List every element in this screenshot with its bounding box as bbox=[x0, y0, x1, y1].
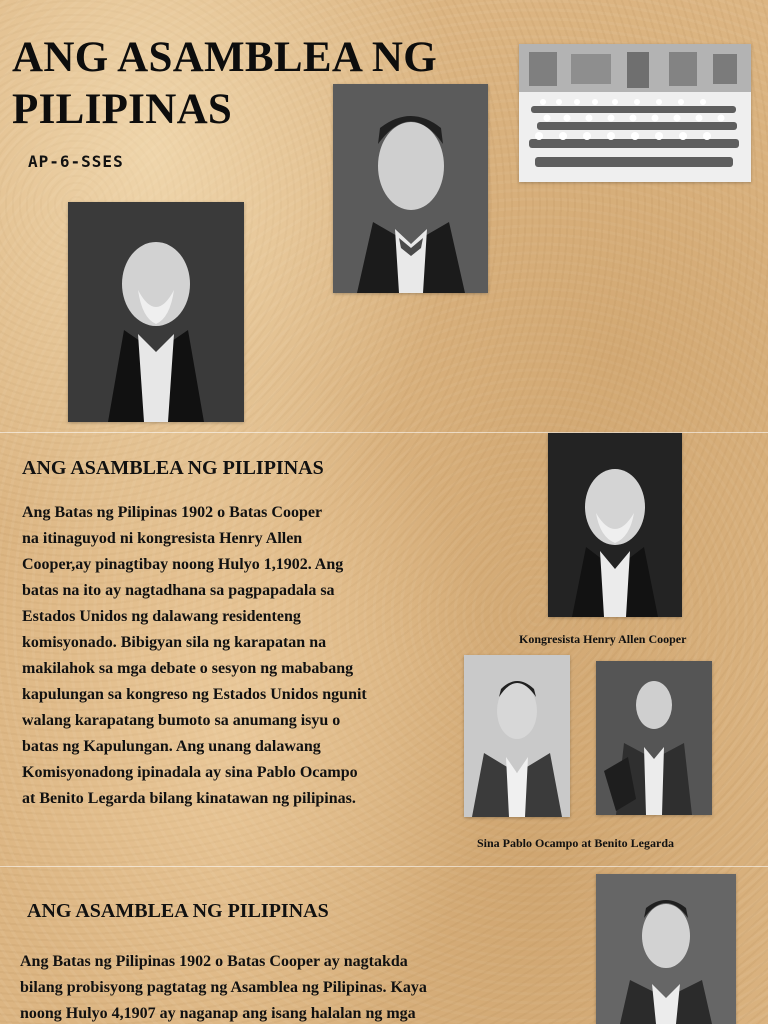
caption-pablo-ocampo-benito-legarda: Sina Pablo Ocampo at Benito Legarda bbox=[477, 836, 675, 850]
section-heading-2: ANG ASAMBLEA NG PILIPINAS bbox=[27, 900, 329, 922]
portrait-henry-allen-cooper bbox=[548, 433, 682, 617]
portrait-henry-allen-cooper-top bbox=[68, 202, 244, 422]
portrait-man-top bbox=[333, 84, 488, 293]
section-body-2: Ang Batas ng Pilipinas 1902 o Batas Cooper ay nagtakda bilang probisyong pagtatag ng Asamblea ng Pilipinas. Kaya noong Hulyo 4,1907 ay naganap ang isang halalan ng mga bbox=[20, 953, 427, 1022]
page-subtitle: AP-6-SSES bbox=[28, 152, 124, 171]
section-heading-1: ANG ASAMBLEA NG PILIPINAS bbox=[22, 457, 324, 479]
assembly-hall-photo bbox=[519, 44, 751, 182]
portrait-bottom bbox=[596, 874, 736, 1024]
page-title: ANG ASAMBLEA NG PILIPINAS bbox=[12, 34, 438, 133]
section-body-1: Ang Batas ng Pilipinas 1902 o Batas Cooper na itinaguyod ni kongresista Henry Allen Cooper,ay pinagtibay noong Hulyo 1,1902. Ang batas na ito ay nagtadhana sa pagpapadala sa Estados Unidos ng dalawang residenteng komisyonado. Bibigyan sila ng karapatan na makilahok sa mga debate o sesyon ng mababang kapulungan sa kongreso ng Estados Unidos ngunit walang karapatang bumoto sa anumang isyu o batas ng Kapulungan. Ang unang dalawang Komisyonadong ipinadala ay sina Pablo Ocampo at Benito Legarda bilang kinatawan ng pilipinas. bbox=[22, 504, 367, 807]
portrait-pablo-ocampo bbox=[464, 655, 570, 817]
caption-henry-allen-cooper: Kongresista Henry Allen Cooper bbox=[519, 632, 687, 646]
portrait-benito-legarda bbox=[596, 661, 712, 815]
